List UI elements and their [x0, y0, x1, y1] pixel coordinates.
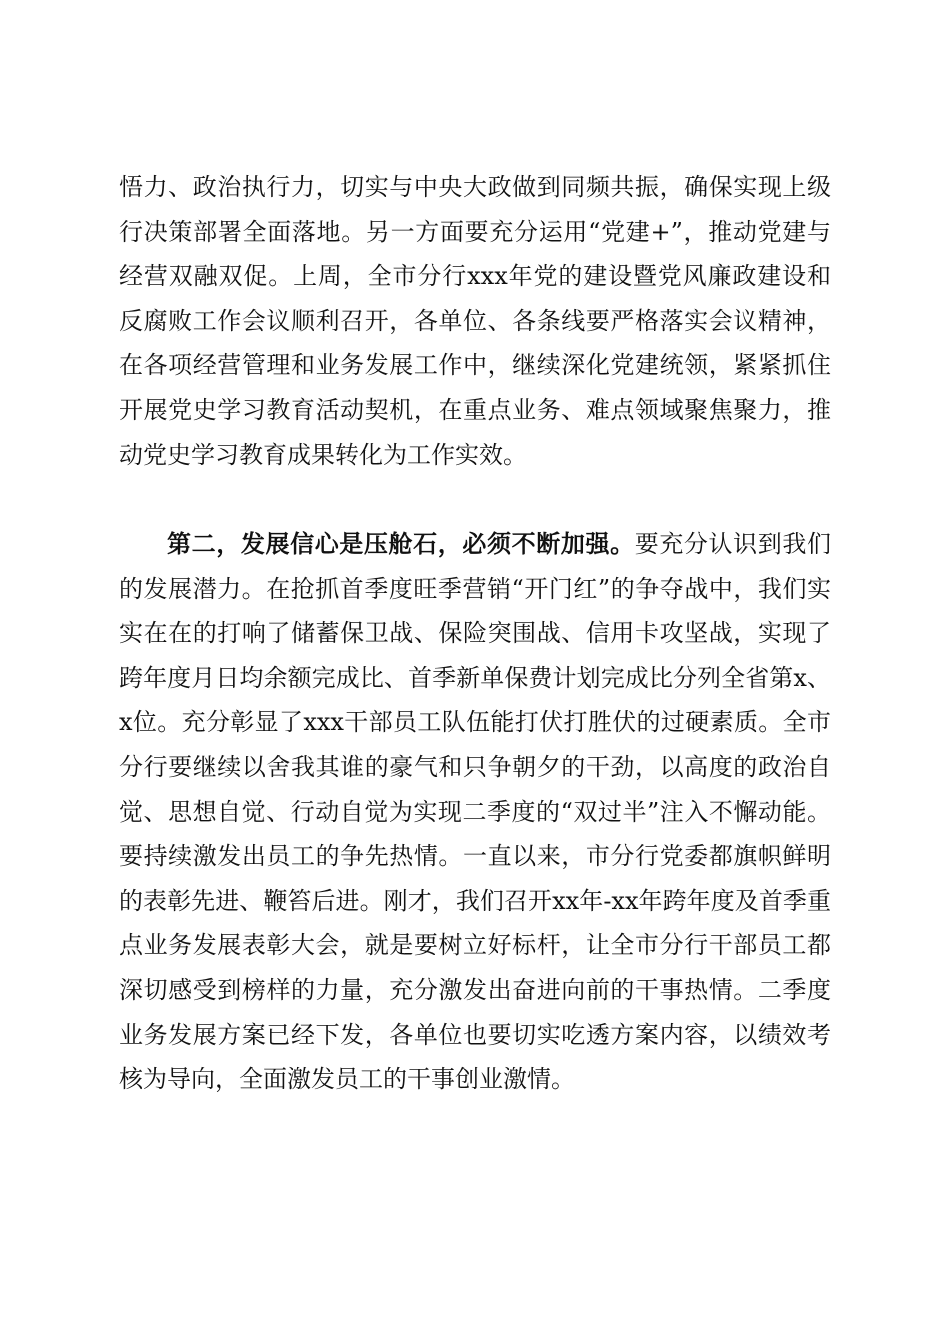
paragraph-2-body: 要充分认识到我们的发展潜力。在抢抓首季度旺季营销“开门红”的争夺战中，我们实实在在的打响了储蓄保卫战、保险突围战、信用卡攻坚战，实现了跨年度月日均余额完成比、首季新单保费计划完成比分列全省第x、x位。充分彰显了xxx干部员工队伍能打伏打胜伏的过硬素质。全市分行要继续以舍我其谁的豪气和只争朝夕的干劲，以高度的政治自觉、思想自觉、行动自觉为实现二季度的“双过半”注入不懈动能。要持续激发出员工的争先热情。一直以来，市分行党委都旗帜鲜明的表彰先进、鞭笞后进。刚才，我们召开xx年-xx年跨年度及首季重点业务发展表彰大会，就是要树立好标杆，让全市分行干部员工都深切感受到榜样的力量，充分激发出奋进向前的干事热情。二季度业务发展方案已经下发，各单位也要切实吃透方案内容，以绩效考核为导向，全面激发员工的干事创业激情。 [119, 530, 832, 1094]
section-heading-second: 第二，发展信心是压舱石，必须不断加强。 [167, 529, 635, 558]
body-paragraph-1: 悟力、政治执行力，切实与中央大政做到同频共振，确保实现上级行决策部署全面落地。另一方面要充分运用“党建+”，推动党建与经营双融双促。上周，全市分行xxx年党的建设暨党风廉政建设和反腐败工作会议顺利召开，各单位、各条线要严格落实会议精神，在各项经营管理和业务发展工作中，继续深化党建统领，紧紧抓住开展党史学习教育活动契机，在重点业务、难点领域聚焦聚力，推动党史学习教育成果转化为工作实效。 [119, 173, 831, 469]
body-paragraph-2 [119, 522, 831, 1102]
